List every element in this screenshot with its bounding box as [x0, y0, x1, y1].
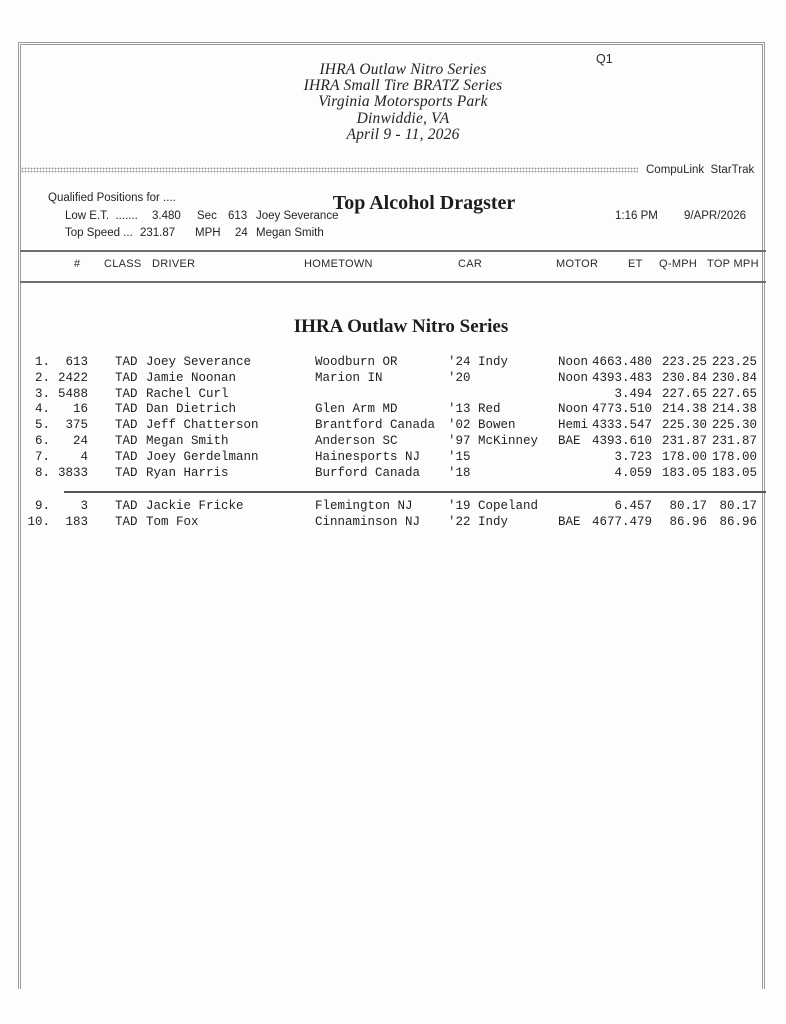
- cell-et: 7.479: [614, 514, 652, 529]
- cell-position: 6.: [34, 433, 50, 448]
- cell-et: 3.723: [614, 449, 652, 464]
- cell-motor-size: [592, 499, 614, 515]
- cell-car: '02 Bowen: [448, 418, 516, 433]
- top-speed-unit: MPH: [195, 227, 221, 239]
- cell-driver: Jamie Noonan: [146, 370, 237, 385]
- cell-position: 9.: [34, 499, 50, 513]
- cell-car-number: 4: [80, 449, 88, 464]
- column-header-number: #: [74, 258, 81, 270]
- cell-car: '15: [448, 449, 471, 464]
- cell-driver: Joey Severance: [146, 355, 252, 369]
- top-speed-driver: Megan Smith: [256, 227, 324, 239]
- cell-et: 3.510: [614, 402, 652, 417]
- cell-motor-size: 439: [592, 433, 615, 448]
- column-header-driver: DRIVER: [152, 258, 196, 270]
- column-header-motor: MOTOR: [556, 258, 599, 270]
- cell-motor-size: 466: [592, 355, 615, 369]
- cell-class: TAD: [115, 433, 138, 448]
- cell-car-number: 24: [72, 433, 88, 448]
- event-header: [10, 62, 786, 143]
- timing-system-label: CompuLink StarTrak: [646, 164, 755, 176]
- event-title-line-4: Dinwiddie, VA: [356, 109, 450, 127]
- cell-class: TAD: [115, 370, 138, 385]
- cell-top-mph: 183.05: [711, 465, 757, 480]
- low-et-unit: Sec: [197, 210, 217, 222]
- cell-car: '19 Copeland: [448, 499, 539, 513]
- cell-class: TAD: [115, 514, 138, 529]
- cell-et: 3.483: [614, 370, 652, 385]
- results-row: [26, 387, 757, 403]
- cell-hometown: [315, 387, 448, 403]
- cell-top-mph: 227.65: [711, 386, 757, 401]
- cell-motor-size: 439: [592, 370, 615, 385]
- results-row: [26, 355, 757, 371]
- results-row: [26, 371, 757, 387]
- cell-motor-size: [592, 466, 614, 482]
- cell-class: TAD: [115, 465, 138, 480]
- results-row: [26, 499, 757, 515]
- results-row: [26, 466, 757, 482]
- top-speed-car-number: 24: [235, 227, 248, 239]
- cell-class: TAD: [115, 449, 138, 464]
- cell-class: TAD: [115, 499, 138, 513]
- cell-hometown: Brantford Canada: [315, 418, 436, 433]
- cell-position: 5.: [34, 418, 50, 433]
- cell-top-mph: 231.87: [711, 433, 757, 448]
- cell-driver: Joey Gerdelmann: [146, 449, 259, 464]
- cell-driver: Tom Fox: [146, 514, 199, 529]
- qualified-results-rows: [26, 355, 757, 481]
- cell-hometown: Marion IN: [315, 370, 383, 385]
- cell-class: TAD: [115, 402, 138, 417]
- column-header-q-mph: Q-MPH: [659, 258, 698, 270]
- cell-q-mph: 86.96: [669, 514, 707, 529]
- cell-driver: Rachel Curl: [146, 386, 229, 401]
- cell-driver: Dan Dietrich: [146, 402, 237, 417]
- cell-q-mph: 223.25: [661, 355, 707, 369]
- cell-top-mph: 214.38: [711, 402, 757, 417]
- print-date: 9/APR/2026: [684, 210, 747, 222]
- cell-et: 3.494: [614, 386, 652, 401]
- low-et-car-number: 613: [228, 210, 248, 222]
- bump-cut-line: [64, 491, 766, 493]
- event-title-line-3: Virginia Motorsports Park: [318, 93, 488, 111]
- cell-position: 10.: [27, 514, 50, 529]
- non-qualified-results-rows: [26, 499, 757, 531]
- cell-top-mph: 80.17: [719, 499, 757, 513]
- class-title: Top Alcohol Dragster: [332, 192, 516, 214]
- session-label: Q1: [596, 52, 613, 66]
- cell-motor-size: 433: [592, 418, 615, 433]
- cell-motor: Noon: [558, 402, 589, 417]
- event-title-line-5: April 9 - 11, 2026: [346, 125, 460, 143]
- cell-motor-size: 467: [592, 514, 615, 529]
- cell-car: '97 McKinney: [448, 433, 539, 448]
- cell-hometown: Burford Canada: [315, 465, 421, 480]
- cell-car-number: 16: [72, 402, 88, 417]
- results-row: [26, 418, 757, 434]
- cell-driver: Jeff Chatterson: [146, 418, 259, 433]
- cell-q-mph: 183.05: [661, 465, 707, 480]
- cell-q-mph: 214.38: [661, 402, 707, 417]
- column-header-et: ET: [628, 258, 643, 270]
- cell-car-number: 5488: [57, 386, 88, 401]
- separator-halftone-band: [21, 167, 638, 173]
- cell-driver: Ryan Harris: [146, 465, 229, 480]
- cell-car-number: 2422: [57, 370, 88, 385]
- results-row: [26, 434, 757, 450]
- results-row: [26, 402, 757, 418]
- event-title-line-1: IHRA Outlaw Nitro Series: [319, 61, 487, 78]
- cell-position: 1.: [34, 355, 50, 369]
- cell-et: 6.457: [614, 499, 652, 513]
- cell-motor: [556, 387, 592, 403]
- cell-q-mph: 178.00: [661, 449, 707, 464]
- cell-car: '24 Indy: [448, 355, 509, 369]
- event-title-line-2: IHRA Small Tire BRATZ Series: [303, 77, 503, 95]
- cell-position: 4.: [34, 402, 50, 417]
- results-row: [26, 450, 757, 466]
- cell-driver: Jackie Fricke: [146, 499, 244, 513]
- cell-q-mph: 231.87: [661, 433, 707, 448]
- cell-motor: [556, 499, 592, 515]
- low-et-driver: Joey Severance: [256, 210, 339, 222]
- cell-hometown: Flemington NJ: [315, 499, 413, 513]
- cell-car-number: 375: [65, 418, 88, 433]
- table-header-top-rule: [20, 250, 766, 252]
- cell-position: 8.: [34, 465, 50, 480]
- column-header-car: CAR: [458, 258, 483, 270]
- cell-driver: Megan Smith: [146, 433, 229, 448]
- cell-motor: BAE: [558, 433, 581, 448]
- results-row: [26, 515, 757, 531]
- cell-motor: BAE: [558, 514, 581, 529]
- cell-hometown: Cinnaminson NJ: [315, 514, 421, 529]
- cell-class: TAD: [115, 386, 138, 401]
- low-et-label: Low E.T. .......: [65, 210, 138, 222]
- cell-car-number: 3833: [57, 465, 88, 480]
- cell-car-number: 3: [80, 499, 88, 513]
- cell-top-mph: 178.00: [711, 449, 757, 464]
- cell-hometown: Hainesports NJ: [315, 449, 421, 464]
- table-header-bottom-rule: [20, 281, 766, 283]
- top-speed-label: Top Speed ...: [65, 227, 133, 239]
- cell-position: 7.: [34, 449, 50, 464]
- column-header-hometown: HOMETOWN: [304, 258, 373, 270]
- print-time: 1:16 PM: [615, 210, 658, 222]
- cell-motor-size: 477: [592, 402, 615, 417]
- cell-et: 3.480: [614, 355, 652, 369]
- cell-motor: Noon: [558, 370, 589, 385]
- cell-car-number: 183: [65, 514, 88, 529]
- cell-class: TAD: [115, 418, 138, 433]
- cell-car-number: 613: [65, 355, 88, 369]
- cell-motor: Noon: [558, 355, 589, 369]
- cell-top-mph: 86.96: [719, 514, 757, 529]
- column-header-class: CLASS: [104, 258, 142, 270]
- cell-top-mph: 230.84: [711, 370, 757, 385]
- cell-hometown: Woodburn OR: [315, 355, 398, 369]
- cell-position: 3.: [34, 386, 50, 401]
- cell-hometown: Anderson SC: [315, 433, 398, 448]
- cell-et: 4.059: [614, 465, 652, 480]
- cell-car: '20: [448, 370, 471, 385]
- cell-motor: Hemi: [558, 418, 589, 433]
- qualified-positions-heading: Qualified Positions for ....: [48, 192, 176, 204]
- column-header-top-mph: TOP MPH: [707, 258, 759, 270]
- cell-motor-size: [592, 387, 614, 403]
- cell-q-mph: 230.84: [661, 370, 707, 385]
- cell-top-mph: 223.25: [711, 355, 757, 369]
- cell-top-mph: 225.30: [711, 418, 757, 433]
- cell-et: 3.547: [614, 418, 652, 433]
- cell-motor: [556, 450, 592, 466]
- cell-position: 2.: [34, 370, 50, 385]
- cell-class: TAD: [115, 355, 138, 369]
- cell-q-mph: 227.65: [661, 386, 707, 401]
- cell-hometown: Glen Arm MD: [315, 402, 398, 417]
- cell-et: 3.610: [614, 433, 652, 448]
- top-speed-value: 231.87: [140, 227, 176, 239]
- cell-motor: [556, 466, 592, 482]
- cell-motor-size: [592, 450, 614, 466]
- cell-car: '18: [448, 465, 471, 480]
- cell-car: '13 Red: [448, 402, 501, 417]
- series-section-title: IHRA Outlaw Nitro Series: [293, 316, 509, 337]
- cell-car: [448, 387, 556, 403]
- cell-car: '22 Indy: [448, 514, 509, 529]
- low-et-value: 3.480: [152, 210, 181, 222]
- cell-q-mph: 80.17: [669, 499, 707, 513]
- cell-q-mph: 225.30: [661, 418, 707, 433]
